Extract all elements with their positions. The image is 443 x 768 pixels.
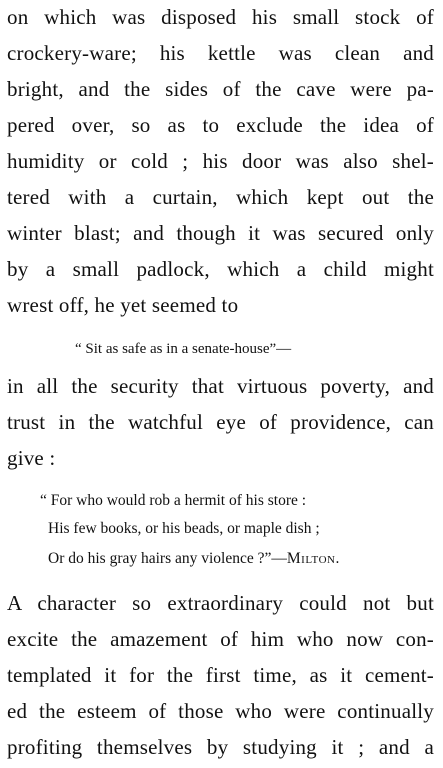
poem-line: “ For who would rob a hermit of his store : [40, 492, 307, 509]
text-line: trust in the watchful eye of providence, can [7, 410, 434, 434]
text-line: templated it for the first time, as it cement- [7, 663, 434, 687]
text-line: in all the security that virtuous poverty, and [7, 374, 434, 398]
text-line: on which was disposed his small stock of [7, 5, 434, 29]
text-line: excite the amazement of him who now con- [7, 627, 434, 651]
text-line: winter blast; and though it was secured only [7, 221, 434, 245]
poem-author: Milton. [286, 550, 340, 567]
text-line: bright, and the sides of the cave were pa- [7, 77, 434, 101]
poem-line: His few books, or his beads, or maple dish ; [48, 520, 320, 537]
text-line: humidity or cold ; his door was also shel- [7, 149, 434, 173]
text-line: by a small padlock, which a child might [7, 257, 434, 281]
text-line: crockery-ware; his kettle was clean and [7, 41, 434, 65]
text-line: ed the esteem of those who were continually [7, 699, 434, 723]
block-quote: “ Sit as safe as in a senate-house”— [75, 341, 292, 357]
text-line: A character so extraordinary could not but [7, 591, 434, 615]
poem-line-text: Or do his gray hairs any violence ?”— [48, 550, 287, 567]
text-line: profiting themselves by studying it ; and a [7, 735, 434, 759]
poem-line-attribution [48, 549, 340, 569]
text-line: wrest off, he yet seemed to [7, 293, 239, 317]
text-line: tered with a curtain, which kept out the [7, 185, 434, 209]
text-line: give : [7, 446, 56, 470]
text-line: pered over, so as to exclude the idea of [7, 113, 434, 137]
